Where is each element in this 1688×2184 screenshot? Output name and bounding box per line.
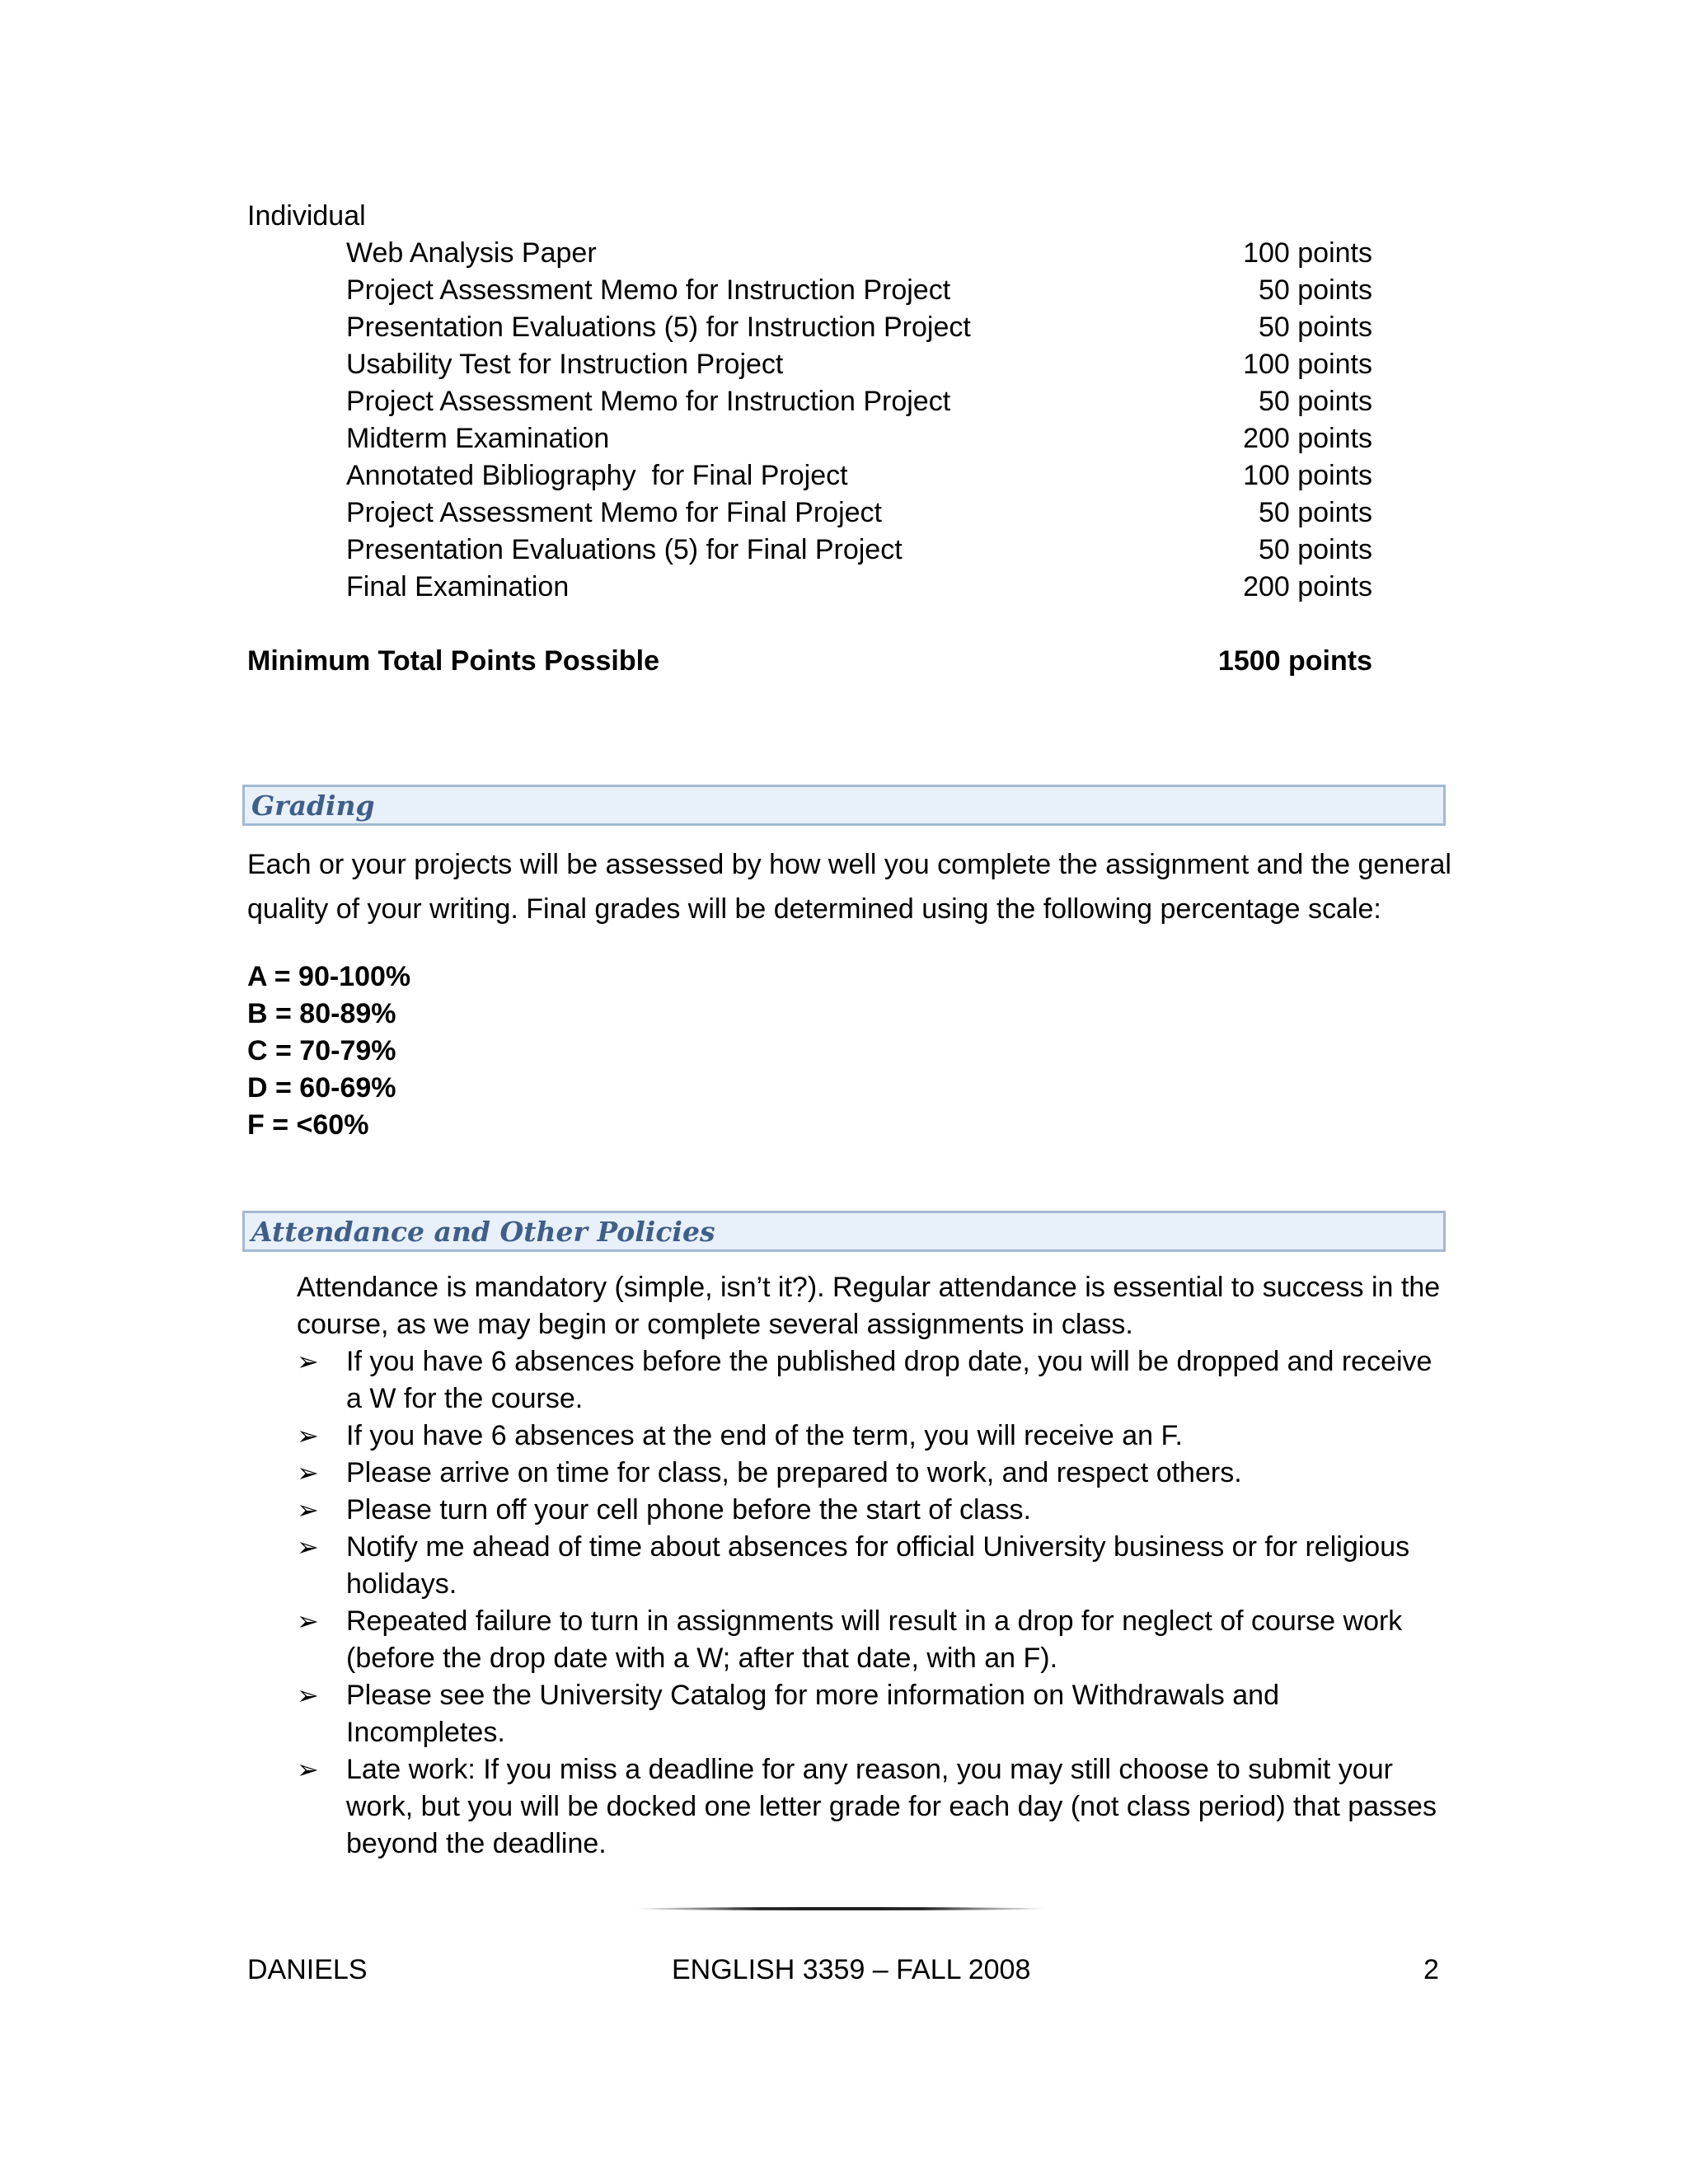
grade-scale-item: F = <60% [247, 1109, 369, 1141]
points-row-label: Web Analysis Paper [346, 237, 597, 269]
policy-bullet-line: Late work: If you miss a deadline for any reason, you may still choose to submit your [346, 1754, 1393, 1785]
grade-scale-item: B = 80-89% [247, 998, 396, 1029]
points-row-value: 100 points [1243, 237, 1372, 269]
arrowhead-bullet-icon: ➢ [297, 1495, 319, 1525]
grading-paragraph-line: quality of your writing. Final grades will be determined using the following percentage scale: [247, 893, 1381, 925]
individual-heading: Individual [247, 200, 366, 232]
points-row-label: Project Assessment Memo for Instruction Project [346, 386, 951, 417]
policy-bullet-text [346, 1603, 1451, 1677]
points-row [346, 383, 1372, 420]
policy-bullet-text [346, 1677, 1451, 1751]
points-row-value: 50 points [1259, 312, 1372, 343]
points-row [346, 309, 1372, 346]
arrowhead-bullet-icon: ➢ [297, 1606, 319, 1636]
grading-section-header [242, 785, 1446, 826]
total-points-value: 1500 points [1217, 645, 1372, 677]
total-points-label: Minimum Total Points Possible [247, 645, 659, 677]
policy-bullet-text [346, 1751, 1451, 1863]
policy-bullet-line: Repeated failure to turn in assignments will result in a drop for neglect of course work [346, 1605, 1403, 1637]
footer-divider [635, 1907, 1047, 1910]
policy-bullet-line: beyond the deadline. [346, 1828, 607, 1859]
policy-bullet-line: If you have 6 absences at the end of the term, you will receive an F. [346, 1420, 1183, 1451]
policy-bullet-line: Notify me ahead of time about absences for official University business or for religious [346, 1531, 1410, 1563]
grading-paragraph-line: Each or your projects will be assessed by how well you complete the assignment and the general [247, 849, 1451, 880]
policy-bullet-line: Please see the University Catalog for more information on Withdrawals and [346, 1680, 1279, 1711]
policy-bullet-line: holidays. [346, 1568, 457, 1600]
points-row-value: 200 points [1243, 423, 1372, 454]
arrowhead-bullet-icon: ➢ [297, 1347, 319, 1376]
points-row [346, 532, 1372, 569]
points-row-value: 200 points [1243, 571, 1372, 602]
policy-bullet-line: If you have 6 absences before the published drop date, you will be dropped and receive [346, 1346, 1432, 1377]
arrowhead-bullet-icon: ➢ [297, 1421, 319, 1451]
points-row-value: 50 points [1259, 534, 1372, 565]
points-row-label: Usability Test for Instruction Project [346, 349, 784, 380]
policy-bullet-text [346, 1343, 1451, 1418]
points-row-label: Project Assessment Memo for Final Project [346, 497, 883, 528]
policy-bullet-line: Please arrive on time for class, be prepared to work, and respect others. [346, 1457, 1242, 1488]
points-row [346, 235, 1372, 272]
points-row [346, 272, 1372, 309]
attendance-section-header [242, 1211, 1446, 1252]
points-row-value: 100 points [1243, 460, 1372, 491]
policy-bullet-text [346, 1418, 1451, 1455]
policy-bullet-line: work, but you will be docked one letter grade for each day (not class period) that passes [346, 1791, 1437, 1822]
points-row-label: Presentation Evaluations (5) for Final Project [346, 534, 903, 565]
points-row-value: 50 points [1259, 497, 1372, 528]
footer-page-number: 2 [1423, 1954, 1439, 1985]
policy-bullet-line: Please turn off your cell phone before the start of class. [346, 1494, 1031, 1526]
grading-heading: Grading [251, 790, 375, 822]
arrowhead-bullet-icon: ➢ [297, 1755, 319, 1784]
policy-bullet-line: (before the drop date with a W; after that date, with an F). [346, 1643, 1058, 1674]
points-row [346, 569, 1372, 606]
attendance-heading: Attendance and Other Policies [251, 1216, 715, 1248]
points-row [346, 494, 1372, 532]
arrowhead-bullet-icon: ➢ [297, 1458, 319, 1488]
points-row [346, 420, 1372, 457]
arrowhead-bullet-icon: ➢ [297, 1532, 319, 1562]
attendance-intro-line: Attendance is mandatory (simple, isn’t it?). Regular attendance is essential to success in the [297, 1272, 1441, 1303]
policy-bullet-text [346, 1455, 1451, 1492]
points-row-label: Project Assessment Memo for Instruction Project [346, 274, 951, 306]
total-points-row [247, 643, 1372, 680]
points-row-label: Midterm Examination [346, 423, 610, 454]
points-row-label: Presentation Evaluations (5) for Instruction Project [346, 312, 971, 343]
points-row-value: 50 points [1259, 274, 1372, 306]
points-row [346, 346, 1372, 383]
policy-bullet-text [346, 1529, 1451, 1603]
footer-course: ENGLISH 3359 – FALL 2008 [672, 1954, 1031, 1985]
footer-author: DANIELS [247, 1954, 368, 1985]
points-row-label: Annotated Bibliography for Final Project [346, 460, 848, 491]
policy-bullet-line: a W for the course. [346, 1383, 584, 1414]
policy-bullet-text [346, 1492, 1451, 1529]
points-row [346, 457, 1372, 494]
attendance-intro-line: course, as we may begin or complete several assignments in class. [297, 1309, 1133, 1340]
grade-scale-item: A = 90-100% [247, 961, 411, 992]
policy-bullet-line: Incompletes. [346, 1717, 505, 1748]
points-row-label: Final Examination [346, 571, 570, 602]
grade-scale-item: D = 60-69% [247, 1072, 396, 1104]
arrowhead-bullet-icon: ➢ [297, 1680, 319, 1710]
points-row-value: 50 points [1259, 386, 1372, 417]
grade-scale-item: C = 70-79% [247, 1035, 396, 1066]
points-row-value: 100 points [1243, 349, 1372, 380]
